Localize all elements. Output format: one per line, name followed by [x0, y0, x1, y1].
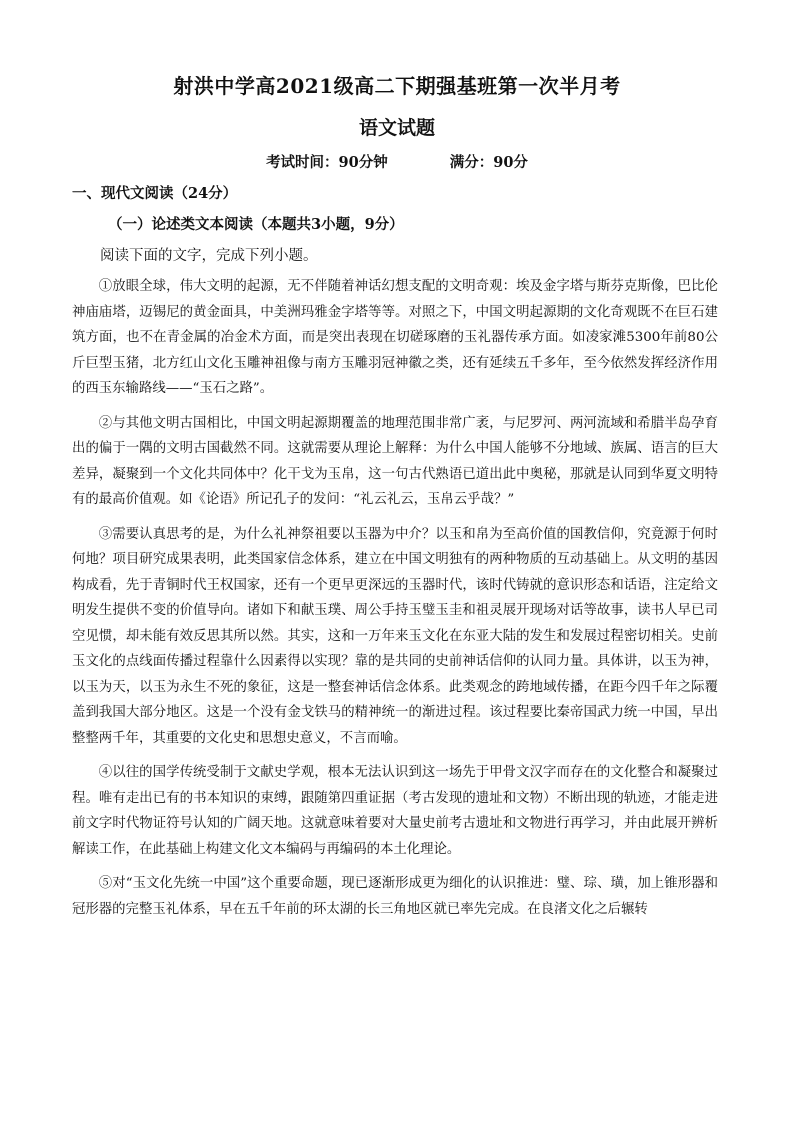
passage-paragraph-2: ②与其他文明古国相比，中国文明起源期覆盖的地理范围非常广袤，与尼罗河、两河流域和希腊半岛孕育出的偏于一隅的文明古国截然不同。这就需要从理论上解释：为什么中国人能够不分地域、族属、语言的巨大差异，凝聚到一个文化共同体中？化干戈为玉帛，这一句古代熟语已道出此中奥秘，那就是认同到华夏文明特有的最高价值观。如《论语》所记孔子的发问：“礼云礼云，玉帛云乎哉？” — [72, 415, 718, 507]
exam-time: 考试时间：90分钟 — [266, 154, 388, 171]
section-heading: 一、现代文阅读（24分） — [72, 185, 238, 202]
passage-paragraph-4: ④以往的国学传统受制于文献史学观，根本无法认识到这一场先于甲骨文汉字而存在的文化整合和凝聚过程。唯有走出已有的书本知识的束缚，跟随第四重证据（考古发现的遗址和文物）不断出现的轨迹，才能走进前文字时代物证符号认知的广阔天地。这就意味着要对大量史前考古遗址和文物进行再学习，并由此展开辨析解读工作，在此基础上构建文化文本编码与再编码的本土化理论。 — [72, 765, 718, 857]
passage-paragraph-1: ①放眼全球，伟大文明的起源，无不伴随着神话幻想支配的文明奇观：埃及金字塔与斯芬克斯像，巴比伦神庙庙塔，迈锡尼的黄金面具，中美洲玛雅金字塔等等。对照之下，中国文明起源期的文化奇观既不在巨石建筑方面，也不在青金属的冶金术方面，而是突出表现在切磋琢磨的玉礼器传承方面。如凌家滩5300年前80公斤巨型玉猪，北方红山文化玉雕神祖像与南方玉雕羽冠神徽之类，还有延续五千多年，至今依然发挥经济作用的西玉东输路线——“玉石之路”。 — [72, 279, 718, 396]
full-score: 满分：90分 — [449, 154, 528, 171]
passage-paragraph-3: ③需要认真思考的是，为什么礼神祭祖要以玉器为中介？以玉和帛为至高价值的国教信仰，究竟源于何时何地？项目研究成果表明，此类国家信念体系，建立在中国文明独有的两种物质的互动基础上。从文明的基因构成看，先于青铜时代王权国家，还有一个更早更深远的玉器时代，该时代铸就的意识形态和话语，注定给文明发生提供不变的价值导向。诸如下和献玉璞、周公手持玉璧玉圭和祖灵展开现场对话等故事，读书人早已司空见惯，却未能有效反思其所以然。其实，这和一万年来玉文化在东亚大陆的发生和发展过程密切相关。史前玉文化的点线面传播过程靠什么因素得以实现？靠的是共同的史前神话信仰的认同力量。具体讲，以玉为神，以玉为天，以玉为永生不死的象征，这是一整套神话信念体系。此类观念的跨地域传播，在距今四千年之际覆盖到我国大部分地区。这是一个没有金戈铁马的精神统一的渐进过程。该过程要比秦帝国武力统一中国，早出整整两千年，其重要的文化史和思想史意义，不言而喻。 — [72, 526, 718, 746]
exam-info — [0, 151, 794, 172]
passage-paragraph-5: ⑤对“玉文化先统一中国”这个重要命题，现已逐渐形成更为细化的认识推进：璧、琮、璜，加上锥形器和冠形器的完整玉礼体系，早在五千年前的环太湖的长三角地区就已率先完成。在良渚文化之后辗转 — [72, 876, 718, 917]
exam-title: 射洪中学高2021级高二下期强基班第一次半月考 — [173, 74, 621, 98]
reading-passage — [72, 274, 718, 931]
sub-heading: （一）论述类文本阅读（本题共3小题，9分） — [108, 216, 404, 233]
exam-subject: 语文试题 — [358, 117, 435, 139]
reading-instruction: 阅读下面的文字，完成下列小题。 — [100, 248, 318, 264]
